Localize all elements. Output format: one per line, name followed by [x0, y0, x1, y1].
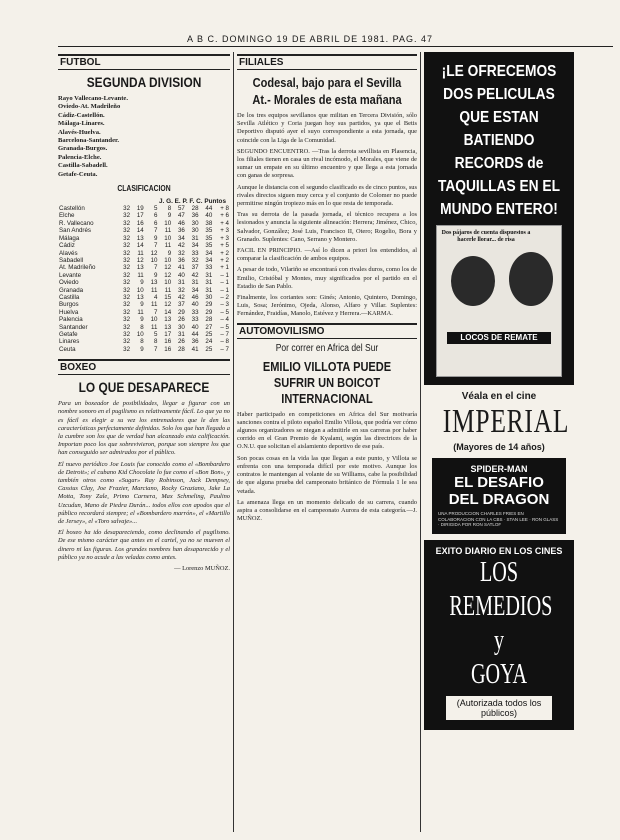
table-cell: + 3 — [220, 234, 229, 242]
table-cell: 10 — [164, 256, 172, 264]
table-cell: 29 — [177, 308, 185, 316]
table-cell: 14 — [136, 242, 144, 250]
table-cell: 11 — [151, 301, 158, 309]
table-cell: 8 — [140, 338, 144, 346]
movie-poster-spiderman — [432, 458, 566, 534]
table-cell: 33 — [191, 308, 199, 316]
match-item: Getafe-Ceuta. — [58, 170, 98, 178]
table-cell: 24 — [205, 338, 213, 346]
table-row — [58, 272, 230, 279]
remedios-age: (Autorizada todos los públicos) — [446, 696, 552, 720]
table-cell: 32 — [123, 219, 131, 227]
table-cell: 37 — [191, 264, 199, 272]
exito-label: EXITO DIARIO EN LOS CINES — [435, 545, 563, 556]
team-name: Levante — [59, 271, 82, 279]
filiales-paragraph: Aunque le distancia con el segundo clasificado es de cinco puntos, sus rivales directos siguen muy cerca y el conjunto de Colomer no puede permitirse ningún tropiezo más en lo que resta de temporada. — [237, 183, 417, 208]
table-row — [58, 338, 230, 345]
filiales-paragraph: A pesar de todo, Vilariño se encontrará con rivales duros, como los de Emilio, Cristóbal y Montes, muy significados por el partido en el Estadio de San Pablo. — [237, 266, 417, 290]
table-cell: 6 — [154, 219, 158, 227]
team-name: Castilla — [59, 293, 80, 301]
table-cell: 34 — [205, 256, 213, 264]
table-cell: 12 — [150, 249, 158, 257]
table-cell: 33 — [205, 264, 213, 272]
table-cell: 5 — [154, 205, 158, 213]
team-name: Huelva — [59, 308, 79, 316]
table-cell: 8 — [154, 338, 158, 346]
table-row — [58, 220, 230, 227]
table-cell: 4 — [154, 293, 158, 301]
table-cell: 14 — [164, 308, 172, 316]
poster2-kicker: SPIDER-MAN — [470, 464, 528, 474]
table-cell: 29 — [205, 301, 213, 309]
section-filiales: FILIALES — [237, 54, 417, 70]
table-cell: 12 — [164, 271, 172, 279]
table-cell: 11 — [137, 308, 144, 316]
table-cell: 13 — [136, 264, 144, 272]
table-cell: – 7 — [220, 330, 229, 338]
team-name: Palencia — [59, 316, 83, 324]
table-cell: 31 — [205, 271, 213, 279]
table-cell: 16 — [164, 345, 172, 353]
table-cell: 6 — [154, 212, 158, 220]
table-row — [58, 346, 230, 353]
table-cell: – 4 — [220, 316, 229, 324]
table-cell: 38 — [205, 219, 213, 227]
remedios-line1: LOS REMEDIOS y — [449, 556, 553, 656]
table-cell: 11 — [151, 286, 158, 294]
match-item: Rayo Vallecano-Levante. — [58, 95, 128, 102]
table-cell: 32 — [123, 301, 131, 309]
table-row — [58, 331, 230, 338]
table-cell: 32 — [123, 256, 131, 264]
table-cell: 10 — [150, 256, 158, 264]
table-row — [58, 294, 230, 301]
table-cell: 35 — [205, 234, 213, 242]
table-cell: 30 — [177, 323, 185, 331]
table-row — [58, 279, 230, 286]
classification-table — [58, 205, 230, 353]
table-cell: + 1 — [220, 264, 229, 272]
boxeo-paragraph: El nuevo periódico Joe Louis fue conocido como el «Bombardero de Detroit»; el cubano Kid Chocolate lo fue como el «Bon Bon», y también otros como «Sugar» Ray Robinson, Jack Dempsey, Cassius Clay, Joe Frazier, Marciano, Rocky Graziano, Jake La Motta, Tony Zale, Primo Carnera, Max Schmeling, Paulino Uzcudun, Mano de Piedra Durán... todos ellos con apodos que el público recordará siempre; el «Bombardero marrón», el «Martillo de Jersey», el «Toro salvaje»... — [58, 460, 230, 526]
table-cell: 34 — [177, 234, 185, 242]
team-name: R. Vallecano — [59, 219, 94, 227]
team-name: Granada — [59, 286, 84, 294]
table-cell: 44 — [191, 330, 199, 338]
table-cell: 14 — [136, 227, 144, 235]
filiales-paragraph: Tras su derrota de la pasada jornada, el técnico recupera a los lesionados y anuncia la siguiente alineación: Herrera; Jiménez, Chico, Salvador, González; José Luis, Francisco II, Otero; Rogelio, Bora y Granado. Suplentes: Cano, Serrano y Montero. — [237, 211, 417, 243]
table-cell: – 7 — [220, 345, 229, 353]
column-divider — [233, 52, 234, 832]
table-cell: 32 — [123, 338, 131, 346]
boxeo-title: LO QUE DESAPARECE — [78, 379, 210, 396]
table-cell: 16 — [164, 338, 172, 346]
table-cell: 46 — [177, 219, 185, 227]
table-cell: 26 — [177, 338, 185, 346]
filiales-paragraph: SEGUNDO ENCUENTRO. —Tras la derrota sevillista en Plasencia, los filiales tienen en casa un rival incómodo, el Morales, que viene de sumar un empate en su último encuentro y que llega a esta jornada con ganas de sorpresa. — [237, 147, 417, 180]
table-cell: 36 — [191, 212, 199, 220]
table-cell: 36 — [177, 227, 185, 235]
table-cell: 9 — [154, 234, 158, 242]
team-name: Ceuta — [59, 345, 76, 353]
filiales-title: Codesal, bajo para el Sevilla At.- Morales de esta mañana — [252, 75, 402, 107]
table-cell: + 3 — [220, 227, 229, 235]
table-cell: 32 — [123, 323, 131, 331]
team-name: At. Madrileño — [59, 264, 96, 272]
table-cell: 32 — [123, 279, 131, 287]
poster2-title: EL DESAFIO DEL DRAGON — [448, 474, 550, 508]
table-cell: 31 — [177, 279, 185, 287]
table-cell: 32 — [177, 249, 185, 257]
table-row — [58, 212, 230, 219]
table-cell: 31 — [191, 234, 199, 242]
table-cell: 36 — [177, 256, 185, 264]
table-cell: 47 — [177, 212, 185, 220]
table-cell: 32 — [123, 264, 131, 272]
table-cell: 12 — [164, 264, 172, 272]
table-cell: 13 — [164, 316, 172, 324]
table-cell: – 1 — [220, 286, 229, 294]
match-list — [58, 95, 230, 179]
team-name: Alavés — [59, 249, 78, 257]
table-cell: 32 — [123, 249, 131, 257]
team-name: San Andrés — [59, 227, 91, 235]
table-cell: 30 — [191, 219, 199, 227]
match-item: Castilla-Sabadell. — [58, 162, 108, 170]
table-cell: 40 — [191, 301, 199, 309]
match-item: Barcelona-Santander. — [58, 137, 119, 145]
table-cell: 25 — [205, 330, 213, 338]
table-cell: 35 — [205, 242, 213, 250]
table-cell: 40 — [177, 271, 185, 279]
match-item: Granada-Burgos. — [58, 145, 108, 153]
classification-header: J. G. E. P. F. C. Puntos — [159, 198, 226, 206]
table-cell: 40 — [205, 212, 213, 220]
table-cell: 34 — [191, 286, 199, 294]
table-cell: 31 — [205, 279, 213, 287]
table-cell: 34 — [191, 242, 199, 250]
table-cell: 5 — [154, 330, 158, 338]
table-cell: 8 — [140, 323, 144, 331]
table-cell: 13 — [150, 279, 158, 287]
table-cell: + 6 — [220, 212, 229, 220]
table-cell: 32 — [123, 205, 131, 213]
team-name: Santander — [59, 323, 88, 331]
table-cell: 28 — [177, 345, 185, 353]
section-futbol: FUTBOL — [58, 54, 230, 70]
page-header: A B C. DOMINGO 19 DE ABRIL DE 1981. PAG. 47 — [186, 34, 434, 44]
table-cell: 41 — [177, 264, 185, 272]
ad-block-1 — [424, 52, 574, 385]
classification-title: CLASIFICACION — [117, 184, 171, 194]
table-cell: + 8 — [220, 205, 229, 213]
table-row — [58, 242, 230, 249]
actor-portrait — [451, 256, 495, 306]
table-cell: 32 — [123, 316, 131, 324]
cinema-intro: Véala en el cine — [461, 391, 537, 402]
table-cell: 42 — [177, 242, 185, 250]
table-row — [58, 264, 230, 271]
table-cell: 13 — [164, 323, 172, 331]
table-cell: 32 — [123, 345, 131, 353]
table-cell: 32 — [191, 256, 199, 264]
table-cell: 13 — [136, 234, 144, 242]
table-cell: 34 — [205, 249, 213, 257]
table-row — [58, 250, 230, 257]
remedios-line2: GOYA — [470, 658, 528, 690]
table-cell: 42 — [191, 271, 199, 279]
table-cell: 41 — [191, 345, 199, 353]
team-name: Linares — [59, 338, 80, 346]
table-cell: 36 — [191, 338, 199, 346]
table-row — [58, 324, 230, 331]
table-cell: 17 — [136, 212, 144, 220]
table-cell: 19 — [136, 205, 144, 213]
table-cell: 17 — [164, 330, 172, 338]
table-row — [58, 235, 230, 242]
match-item: Palencia-Elche. — [58, 153, 102, 161]
header-rule — [58, 46, 613, 47]
table-cell: 46 — [191, 293, 199, 301]
team-name: Elche — [59, 212, 75, 220]
table-cell: – 1 — [220, 271, 229, 279]
table-cell: 32 — [123, 242, 131, 250]
section-automovilismo: AUTOMOVILISMO — [237, 323, 417, 339]
column-ads — [424, 52, 574, 730]
table-row — [58, 287, 230, 294]
table-cell: – 8 — [220, 338, 229, 346]
table-cell: 31 — [191, 279, 199, 287]
table-cell: 32 — [123, 293, 131, 301]
filiales-paragraph: De los tres equipos sevillanos que militan en Tercera División, sólo Sevilla Atlético y Coria juegan hoy sus partidos, ya que el Betis Deportivo disputó ayer el suyo correspondiente a esta jornada, que coincide con la Liga de la Comunidad. — [237, 112, 417, 144]
match-item: Alavés-Huelva. — [58, 128, 101, 136]
table-cell: + 2 — [220, 249, 229, 257]
table-cell: 9 — [140, 345, 144, 353]
team-name: Castellón — [59, 205, 85, 213]
table-cell: 30 — [205, 293, 213, 301]
filiales-article — [237, 112, 417, 319]
table-cell: 16 — [136, 219, 144, 227]
team-name: Málaga — [59, 234, 80, 242]
table-cell: 7 — [154, 242, 158, 250]
team-name: Sabadell — [59, 256, 84, 264]
table-cell: 11 — [164, 286, 172, 294]
table-cell: 33 — [191, 316, 199, 324]
table-cell: 32 — [177, 286, 185, 294]
table-row — [58, 309, 230, 316]
auto-title: EMILIO VILLOTA PUEDE SUFRIR UN BOICOT INTERNACIONAL — [262, 358, 392, 406]
table-row — [58, 205, 230, 212]
table-cell: 11 — [164, 242, 172, 250]
table-cell: 10 — [150, 316, 158, 324]
table-cell: 11 — [137, 271, 144, 279]
table-cell: 7 — [154, 308, 158, 316]
table-cell: 10 — [164, 279, 172, 287]
movie-poster-locos — [436, 225, 562, 377]
table-cell: 40 — [191, 323, 199, 331]
table-cell: 10 — [136, 330, 144, 338]
table-cell: 9 — [167, 249, 172, 257]
table-cell: 32 — [123, 271, 131, 279]
table-row — [58, 257, 230, 264]
table-cell: – 3 — [220, 301, 229, 309]
table-cell: – 5 — [220, 323, 229, 331]
table-cell: 11 — [137, 249, 144, 257]
table-cell: 10 — [164, 219, 172, 227]
cinema-imperial — [424, 391, 574, 452]
table-cell: 15 — [164, 293, 172, 301]
table-cell: 28 — [205, 316, 213, 324]
table-cell: 9 — [140, 301, 144, 309]
poster-title: LOCOS DE REMATE — [447, 332, 551, 344]
table-cell: 32 — [123, 308, 131, 316]
table-cell: 37 — [177, 301, 185, 309]
match-item: Málaga-Linares. — [58, 120, 105, 128]
futbol-title: SEGUNDA DIVISION — [86, 74, 202, 90]
table-cell: 9 — [154, 271, 158, 279]
table-cell: 12 — [164, 301, 172, 309]
table-cell: 32 — [123, 227, 131, 235]
table-row — [58, 301, 230, 308]
match-item: Cádiz-Castellón. — [58, 111, 105, 119]
auto-paragraph: Son pocas cosas en la vida las que llegan a este punto, y Villota se enfrenta con una temporada difícil por este motivo. Aunque los contratos le mantengan al volante de su Williams, cabe la posibilidad de que alguna prueba del campeonato británico de Fórmula 1 le sea vetada. — [237, 454, 417, 495]
table-cell: 12 — [136, 256, 144, 264]
table-cell: + 2 — [220, 256, 229, 264]
table-cell: + 5 — [220, 242, 229, 250]
table-cell: 32 — [123, 286, 131, 294]
boxeo-byline: — Lorenzo MUÑOZ. — [174, 565, 230, 573]
ad-block-remedios — [424, 540, 574, 730]
poster-tagline: Dos pájaros de cuenta dispuestos a hacerle llorar... de risa — [441, 230, 531, 243]
table-cell: 30 — [191, 227, 199, 235]
table-cell: 31 — [177, 330, 185, 338]
table-cell: 10 — [136, 286, 144, 294]
table-cell: 28 — [191, 205, 199, 213]
table-cell: 57 — [177, 205, 185, 213]
table-cell: – 1 — [220, 279, 229, 287]
table-cell: 9 — [140, 279, 144, 287]
table-cell: 11 — [151, 323, 158, 331]
team-name: Burgos — [59, 301, 79, 309]
auto-kicker: Por correr en Africa del Sur — [275, 342, 379, 354]
auto-paragraph: La amenaza llega en un momento delicado de su carrera, cuando aspira a consolidarse en el campeonato Aurora de esta categoría.—J. MUÑOZ. — [237, 498, 417, 523]
column-left — [58, 52, 230, 576]
team-name: Cádiz — [59, 242, 75, 250]
table-cell: 42 — [177, 293, 185, 301]
table-cell: + 4 — [220, 219, 229, 227]
table-cell: 7 — [154, 264, 158, 272]
table-cell: 29 — [205, 308, 213, 316]
table-cell: 27 — [205, 323, 213, 331]
table-cell: 8 — [167, 205, 172, 213]
team-name: Getafe — [59, 330, 78, 338]
table-row — [58, 227, 230, 234]
table-cell: 9 — [140, 316, 144, 324]
table-cell: 7 — [154, 345, 158, 353]
actor-portrait — [509, 252, 553, 306]
match-item: Oviedo-At. Madrileño — [58, 103, 121, 111]
table-cell: 11 — [164, 227, 172, 235]
boxeo-paragraph: Para un boxeador de posibilidades, llegar a figurar con un nombre sonoro en el pugilismo es relativamente fácil. Lo que ya no es fácil es elegir a su vez los entrenadores que le den las características perfectamente definidas. Solo los que han llegado a la cumbre son los que de verdad han alcanzado esta calificación. Importan poco los que sobrevivieron, porque son siempre los que han conseguido ser admirados por el público. — [58, 400, 230, 457]
table-cell: 32 — [123, 234, 131, 242]
table-cell: 13 — [136, 293, 144, 301]
boxeo-paragraph: El boxeo ha ido desapareciendo, como declinando el pugilismo. De ese mismo carácter que antes en el cartel, ya no se mueven el dinero ni las figuras. Los grandes nombres han desaparecido y el público ya no acude a las veladas como antes. — [58, 529, 230, 561]
table-cell: 31 — [205, 286, 213, 294]
table-row — [58, 316, 230, 323]
table-cell: – 2 — [220, 293, 229, 301]
filiales-paragraph: FACIL EN PRINCIPIO. —Así lo dicen a priori los entendidos, al comparar la clasificación de ambos equipos. — [237, 247, 417, 263]
table-cell: 44 — [205, 205, 213, 213]
column-middle — [237, 52, 417, 526]
ad1-headline: ¡LE OFRECEMOS DOS PELICULAS QUE ESTAN BATIENDO RECORDS de TAQUILLAS EN EL MUNDO ENTERO! — [437, 63, 561, 218]
column-divider — [420, 52, 421, 832]
poster2-credits: UNA PRODUCCION CHARLES FRIES EN COLABORACION CON LA CBS · STAN LEE · RON GLASS · DIRIGIDA POR RON SATLOF — [438, 511, 559, 527]
table-cell: 33 — [191, 249, 199, 257]
table-cell: 10 — [164, 234, 172, 242]
cinema-age: (Mayores de 14 años) — [453, 442, 545, 452]
table-cell: 9 — [167, 212, 172, 220]
auto-paragraph: Haber participado en competiciones en Africa del Sur motivaría sanciones contra el piloto español Emilio Villota, que podría ver cómo algunos organizadores se niegan a admitirle en sus carreras por haber corrido en el Gran Premio de Kyalami, según las directrices de la O.N.U. que solicitan el aislamiento deportivo de ese país. — [237, 410, 417, 451]
filiales-paragraph: Finalmente, los coriantes son: Ginés; Antonio, Quintero, Domingo, Luis, Sosa; Jerónimo, Ojeda, Alonso, Alfaro y Villar. Suplentes: Fernández, Fraidías, Manolo, Estévez y Herrera.—KARMA. — [237, 294, 417, 318]
table-cell: 26 — [177, 316, 185, 324]
table-cell: – 5 — [220, 308, 229, 316]
table-cell: 35 — [205, 227, 213, 235]
table-cell: 32 — [123, 212, 131, 220]
cinema-name: IMPERIAL — [442, 403, 570, 440]
team-name: Oviedo — [59, 279, 79, 287]
table-cell: 7 — [154, 227, 158, 235]
table-cell: 32 — [123, 330, 131, 338]
section-boxeo: BOXEO — [58, 359, 230, 375]
table-cell: 25 — [205, 345, 213, 353]
auto-article — [237, 411, 417, 524]
